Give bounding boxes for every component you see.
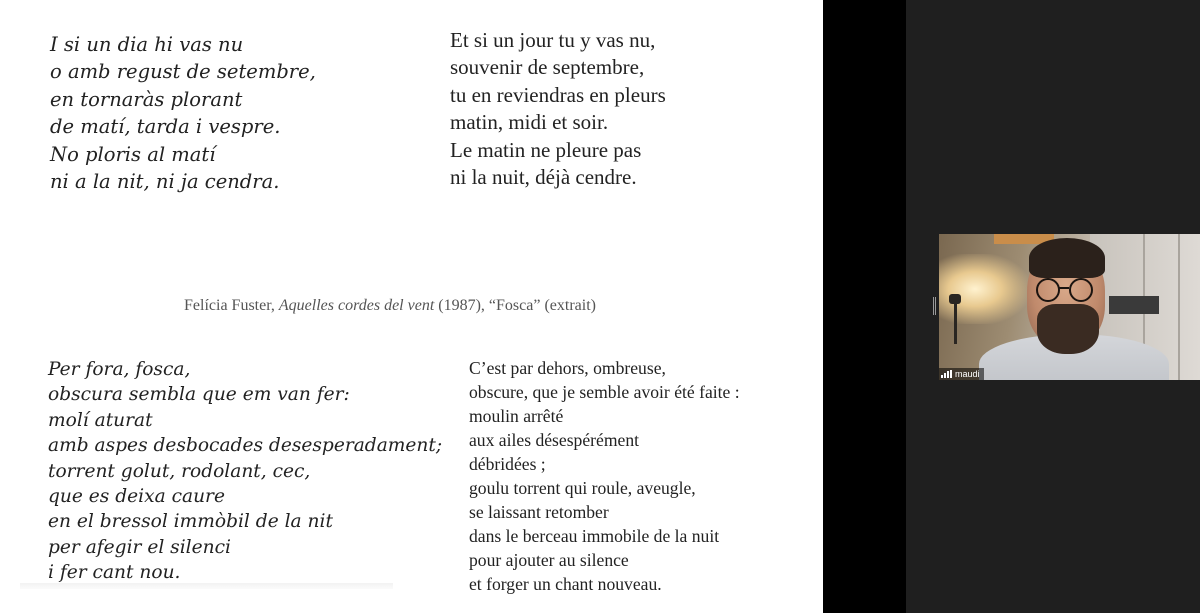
poem-line: ni a la nit, ni ja cendra. — [50, 170, 280, 194]
background-lamp-glow — [939, 254, 1029, 324]
poem-line: Le matin ne pleure pas — [450, 137, 642, 162]
poem-line: moulin arrêté — [469, 406, 564, 426]
participant-glasses — [1036, 278, 1060, 302]
poem-line: obscura sembla que em van fer: — [48, 384, 350, 406]
poem-line: I si un dia hi vas nu — [50, 33, 244, 56]
participant-glasses — [1069, 278, 1093, 302]
panel-resize-handle[interactable] — [933, 297, 936, 315]
poem-line: goulu torrent qui roule, aveugle, — [469, 478, 696, 498]
citation-work-title: Aquelles cordes del vent — [278, 297, 435, 314]
poem-line: matin, midi et soir. — [450, 110, 609, 135]
poem-line: per afegir el silenci — [48, 536, 231, 558]
poem-line: que es deixa caure — [48, 486, 225, 508]
participant-beard — [1037, 304, 1099, 354]
poem-line: en tornaràs plorant — [50, 87, 243, 111]
poem-line: pour ajouter au silence — [469, 550, 629, 570]
stanza2-french — [469, 356, 740, 596]
poem-line: aux ailes désespérément — [469, 430, 640, 450]
poem-line: C’est par dehors, ombreuse, — [469, 358, 666, 378]
poem-line: dans le berceau immobile de la nuit — [469, 526, 720, 546]
stanza1-catalan — [50, 31, 316, 195]
slide-shadow — [20, 583, 393, 589]
poem-line: souvenir de septembre, — [450, 55, 645, 80]
background-shelf — [1109, 296, 1159, 314]
background-lamp — [949, 294, 961, 304]
poem-line: se laissant retomber — [469, 502, 609, 522]
poem-line: en el bressol immòbil de la nit — [48, 511, 333, 533]
poem-citation — [0, 297, 780, 315]
poem-line: No ploris al matí — [50, 142, 216, 166]
poem-line: et forger un chant nouveau. — [469, 574, 662, 594]
participant-video-tile[interactable] — [939, 234, 1200, 380]
poem-line: amb aspes desbocades desesperadament; — [48, 435, 443, 457]
poem-line: Et si un jour tu y vas nu, — [450, 28, 656, 52]
participant-glasses-bridge — [1059, 287, 1069, 289]
citation-author: Felícia Fuster, — [184, 297, 279, 314]
poem-line: o amb regust de setembre, — [50, 60, 316, 84]
poem-line: de matí, tarda i vespre. — [50, 115, 281, 139]
poem-line: tu en reviendras en pleurs — [450, 82, 666, 107]
screen-divider — [823, 0, 906, 613]
background-lamp-arm — [954, 304, 957, 344]
poem-line: torrent golut, rodolant, cec, — [48, 460, 311, 482]
participant-name-tag — [939, 368, 984, 380]
participant-name: maudi — [955, 369, 980, 379]
cabinet-seam — [1178, 234, 1180, 380]
signal-strength-icon — [941, 370, 952, 378]
poem-line: débridées ; — [469, 454, 546, 474]
poem-line: Per fora, fosca, — [48, 359, 191, 380]
participant-hair — [1029, 238, 1105, 278]
poem-line: ni la nuit, déjà cendre. — [450, 165, 637, 190]
poem-line: i fer cant nou. — [48, 562, 181, 584]
stanza1-french — [450, 27, 666, 191]
citation-details: (1987), “Fosca” (extrait) — [434, 297, 596, 314]
poem-line: obscure, que je semble avoir été faite : — [469, 382, 740, 402]
stanza2-catalan — [48, 357, 442, 586]
poem-line: molí aturat — [48, 409, 153, 431]
